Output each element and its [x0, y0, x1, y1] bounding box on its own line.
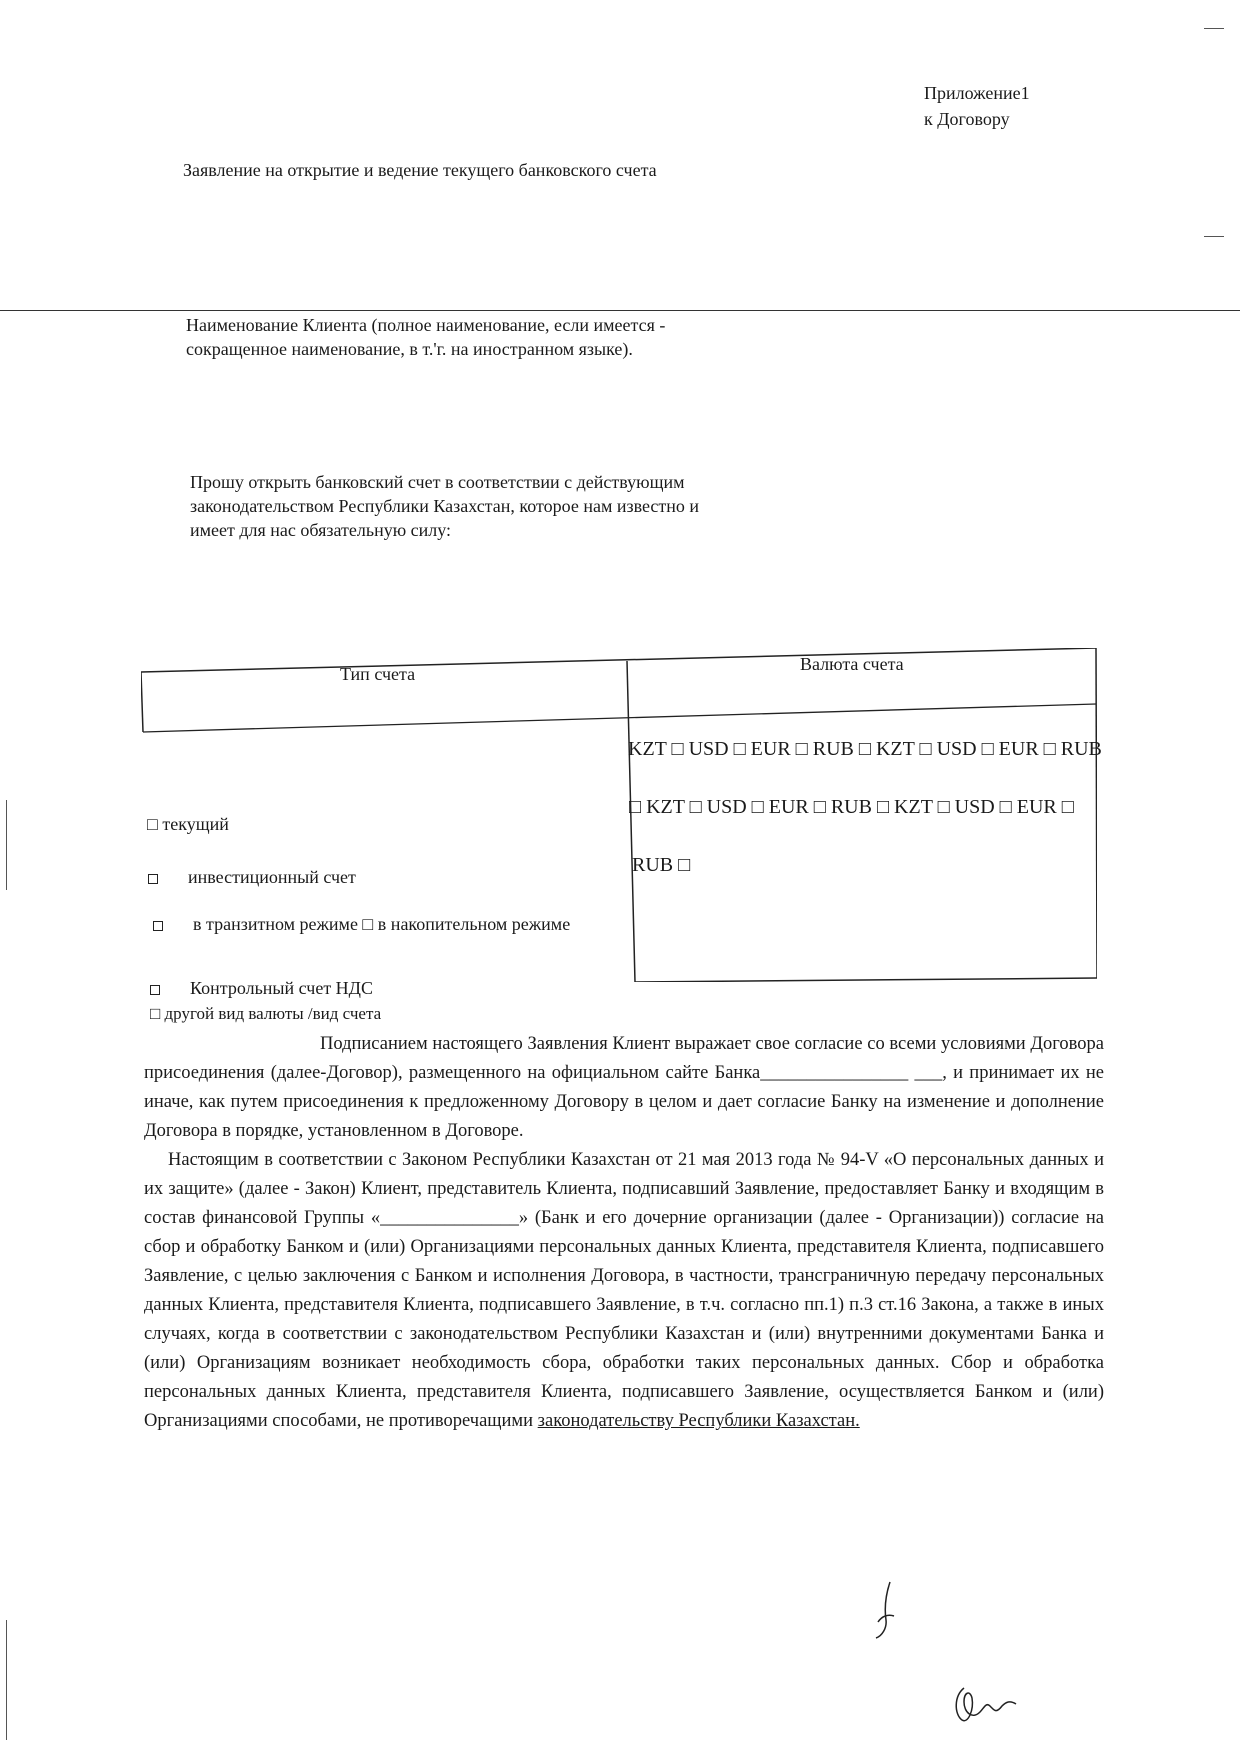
scan-edge-mark — [1204, 28, 1224, 29]
request-line: имеет для нас обязательную силу: — [190, 520, 452, 540]
appendix-contract-ref: к Договору — [924, 109, 1010, 129]
bank-website-blank[interactable]: ________________ ___ — [760, 1063, 943, 1083]
column-header-currency: Валюта счета — [800, 654, 904, 674]
request-line: законодательством Республики Казахстан, которое нам известно и — [190, 496, 700, 516]
horizontal-rule — [0, 310, 1240, 311]
appendix-number: Приложение1 — [924, 83, 1030, 103]
checkbox-vat[interactable] — [150, 985, 160, 995]
request-line: Прошу открыть банковский счет в соответствии с действующим — [190, 472, 685, 492]
consent-paragraph — [144, 1030, 1104, 1146]
client-name-label-line: сокращенное наименование, в т.'г. на иностранном языке). — [186, 339, 633, 359]
document-title: Заявление на открытие и ведение текущего банковского счета — [183, 160, 657, 180]
option-transit-label: в транзитном режиме □ в накопительном режиме — [193, 914, 571, 934]
currency-options-line[interactable]: RUB □ — [632, 854, 691, 876]
account-request-paragraph — [190, 470, 790, 542]
option-current-account[interactable]: □ текущий — [147, 814, 229, 834]
client-name-label-line: Наименование Клиента (полное наименование, если имеется - — [186, 315, 666, 335]
option-investment-label: инвестиционный счет — [188, 867, 356, 887]
currency-options-line[interactable]: KZT □ USD □ EUR □ RUB □ KZT □ USD □ EUR □ RUB — [628, 738, 1102, 760]
checkbox-investment[interactable] — [148, 874, 158, 884]
personal-data-law-reference: законодательству Республики Казахстан. — [537, 1411, 860, 1431]
signature — [950, 1680, 1030, 1730]
checkbox-transit[interactable] — [153, 921, 163, 931]
personal-data-consent-paragraph — [144, 1146, 1104, 1436]
column-header-account-type: Тип счета — [340, 664, 416, 684]
option-investment-account[interactable] — [148, 867, 356, 888]
option-vat-label: Контрольный счет НДС — [190, 978, 373, 998]
scan-edge-mark — [6, 1620, 7, 1740]
appendix-reference — [924, 80, 1030, 132]
personal-data-text: Настоящим в соответствии с Законом Республики Казахстан от 21 мая 2013 года № 94-V «О персональных данных и их защите» (далее - Закон) Клиент, представитель Клиента, подписавший Заявление, предоставляет Банку и входящим в состав финансовой Группы « — [144, 1150, 1104, 1228]
scan-edge-mark — [1204, 236, 1224, 237]
option-other-currency-type[interactable]: □ другой вид валюты /вид счета — [150, 1004, 382, 1023]
client-name-label — [186, 313, 746, 361]
consent-text: Подписанием настоящего Заявления Клиент выражает свое согласие со всеми условиями Договора присоединения (далее-Договор), размещенного на официальном сайте Банка — [144, 1034, 1104, 1083]
scan-edge-mark — [6, 800, 7, 890]
option-transit-mode[interactable] — [153, 914, 570, 935]
signature-mark — [868, 1580, 908, 1640]
financial-group-blank[interactable]: _______________ — [380, 1208, 519, 1228]
option-vat-control-account[interactable] — [150, 978, 373, 999]
currency-options-line[interactable]: □ KZT □ USD □ EUR □ RUB □ KZT □ USD □ EUR □ — [629, 796, 1074, 818]
personal-data-text-continued: » (Банк и его дочерние организации (далее - Организации)) согласие на сбор и обработку Банком и (или) Организациями персональных данных Клиента, представителя Клиента, подписавшего Заявление, с целью заключения с Банком и исполнения Договора, в частности, трансграничную передачу персональных данных Клиента, представителя Клиента, подписавшего Заявление, в т.ч. согласно пп.1) п.3 ст.16 Закона, а также в иных случаях, когда в соответствии с законодательством Республики Казахстан и (или) внутренними документами Банка и (или) Организациям возникает необходимость сбора, обработки таких персональных данных. Сбор и обработка персональных данных Клиента, представителя Клиента, подписавшего Заявление, осуществляется Банком и (или) Организациями способами, не противоречащими — [144, 1208, 1105, 1431]
consent-text-continued: , и принимает их не иначе, как путем присоединения к предложенному Договору в целом и дает согласие Банку на изменение и дополнение Договора в порядке, установленном в Договоре. — [144, 1063, 1105, 1141]
